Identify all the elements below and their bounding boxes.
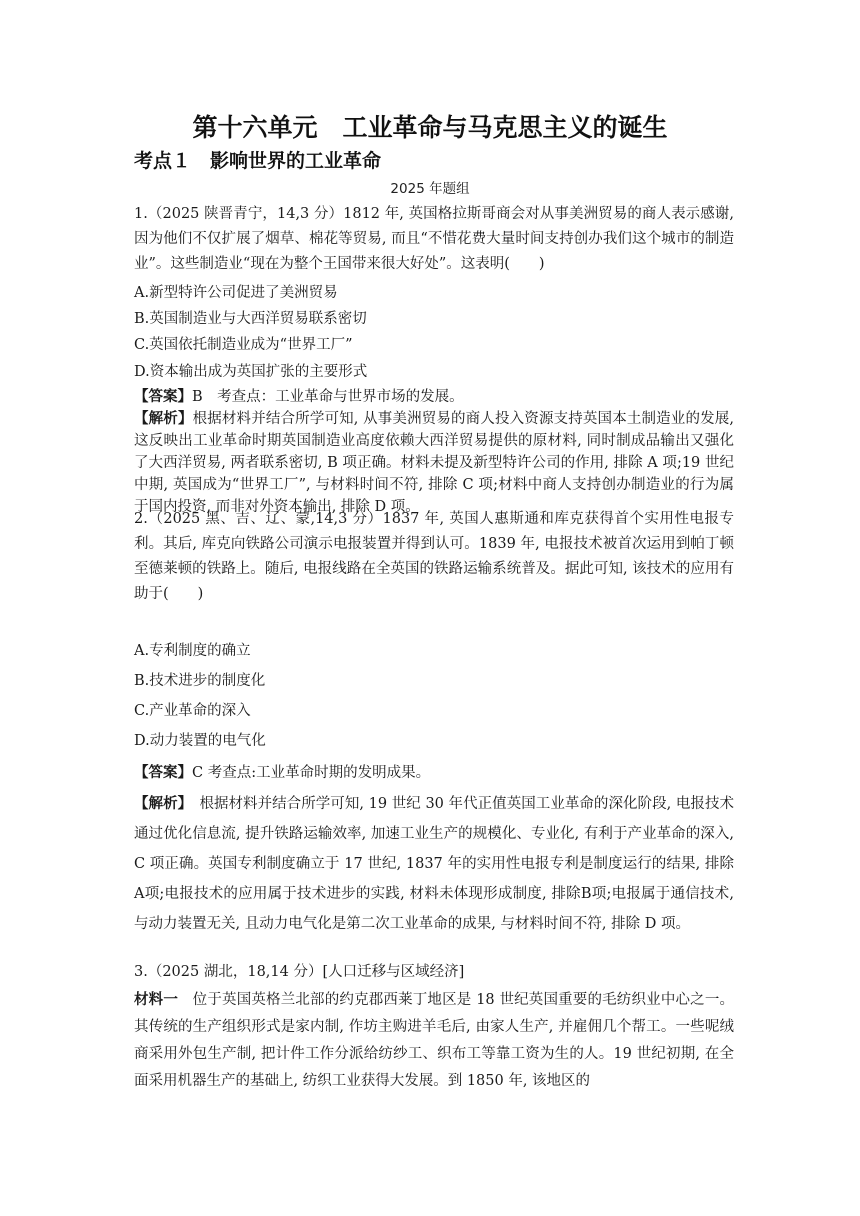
exam-point-title: 考点１ 影响世界的工业革命 [134, 150, 382, 172]
question-1-analysis [134, 408, 734, 518]
question-1-option-c: C.英国依托制造业成为“世界工厂” [134, 337, 353, 353]
material-text: 位于英国英格兰北部的约克郡西莱丁地区是 18 世纪英国重要的毛纺织业中心之一。其传统的生产组织形式是家内制, 作坊主购进羊毛后, 由家人生产, 并雇佣几个帮工。一些呢绒商采用外包生产制, 把计件工作分派给纺纱工、织布工等靠工资为生的人。19 世纪初期, 在全面采用机器生产的基础上, 纺织工业获得大发展。到 1850 年, 该地区的 [134, 992, 734, 1089]
question-1-option-b: B.英国制造业与大西洋贸易联系密切 [134, 311, 367, 327]
question-2-analysis [134, 789, 734, 939]
answer-tag: 【答案】 [134, 388, 192, 405]
analysis-tag: 【解析】 [134, 795, 185, 812]
question-2-option-d: D.动力装置的电气化 [134, 733, 266, 749]
answer-tag: 【答案】 [134, 764, 192, 781]
analysis-text: 根据材料并结合所学可知, 从事美洲贸易的商人投入资源支持英国本土制造业的发展, 这反映出工业革命时期英国制造业高度依赖大西洋贸易提供的原材料, 同时制成品输出又强化了大西洋贸易, 两者联系密切, B 项正确。材料未提及新型特许公司的作用, 排除 A 项;19 世纪中期, 英国成为“世界工厂”, 与材料时间不符, 排除 C 项;材料中商人支持创办制造业的行为属于国内投资, 而非对外资本输出, 排除 D 项。 [134, 411, 735, 515]
answer-text: C 考查点:工业革命时期的发明成果。 [192, 765, 431, 781]
analysis-tag: 【解析】 [134, 410, 193, 427]
question-1-answer [134, 386, 734, 408]
question-2-option-a: A.专利制度的确立 [134, 643, 251, 659]
question-3-material-1 [134, 986, 734, 1095]
question-2-option-b: B.技术进步的制度化 [134, 673, 266, 689]
question-group-title: 2025 年题组 [390, 181, 470, 197]
material-tag: 材料一 [134, 991, 179, 1008]
question-2-stem: 2.（2025 黑、吉、辽、蒙,14,3 分）1837 年, 英国人惠斯通和库克获得首个实用性电报专利。其后, 库克向铁路公司演示电报装置并得到认可。1839 年, 电报技术被首次运用到帕丁顿至德莱顿的铁路上。随后, 电报线路在全英国的铁路运输系统普及。据此可知, 该技术的应用有助于( ) [134, 511, 734, 602]
answer-text: B 考查点：工业革命与世界市场的发展。 [192, 389, 464, 405]
unit-title: 第十六单元 工业革命与马克思主义的诞生 [192, 113, 668, 142]
question-1-option-a: A.新型特许公司促进了美洲贸易 [134, 285, 338, 301]
question-1-option-d: D.资本输出成为英国扩张的主要形式 [134, 364, 368, 380]
question-3-stem: 3.（2025 湖北，18,14 分）[人口迁移与区域经济] [134, 964, 465, 980]
analysis-text: 根据材料并结合所学可知, 19 世纪 30 年代正值英国工业革命的深化阶段, 电报技术通过优化信息流, 提升铁路运输效率, 加速工业生产的规模化、专业化, 有利于产业革命的深入, C 项正确。英国专利制度确立于 17 世纪, 1837 年的实用性电报专利是制度运行的结果, 排除A项;电报技术的应用属于技术进步的实践, 材料未体现形成制度, 排除B项;电报属于通信技术, 与动力装置无关, 且动力电气化是第二次工业革命的成果, 与材料时间不符, 排除 D 项。 [134, 796, 734, 932]
question-2-answer [134, 760, 734, 786]
question-1-stem: 1.（2025 陕晋青宁，14,3 分）1812 年, 英国格拉斯哥商会对从事美洲贸易的商人表示感谢, 因为他们不仅扩展了烟草、棉花等贸易, 而且“不惜花费大量时间支持创办我们这个城市的制造业”。这些制造业“现在为整个王国带来很大好处”。这表明( ) [134, 206, 734, 272]
question-2-option-c: C.产业革命的深入 [134, 703, 251, 719]
